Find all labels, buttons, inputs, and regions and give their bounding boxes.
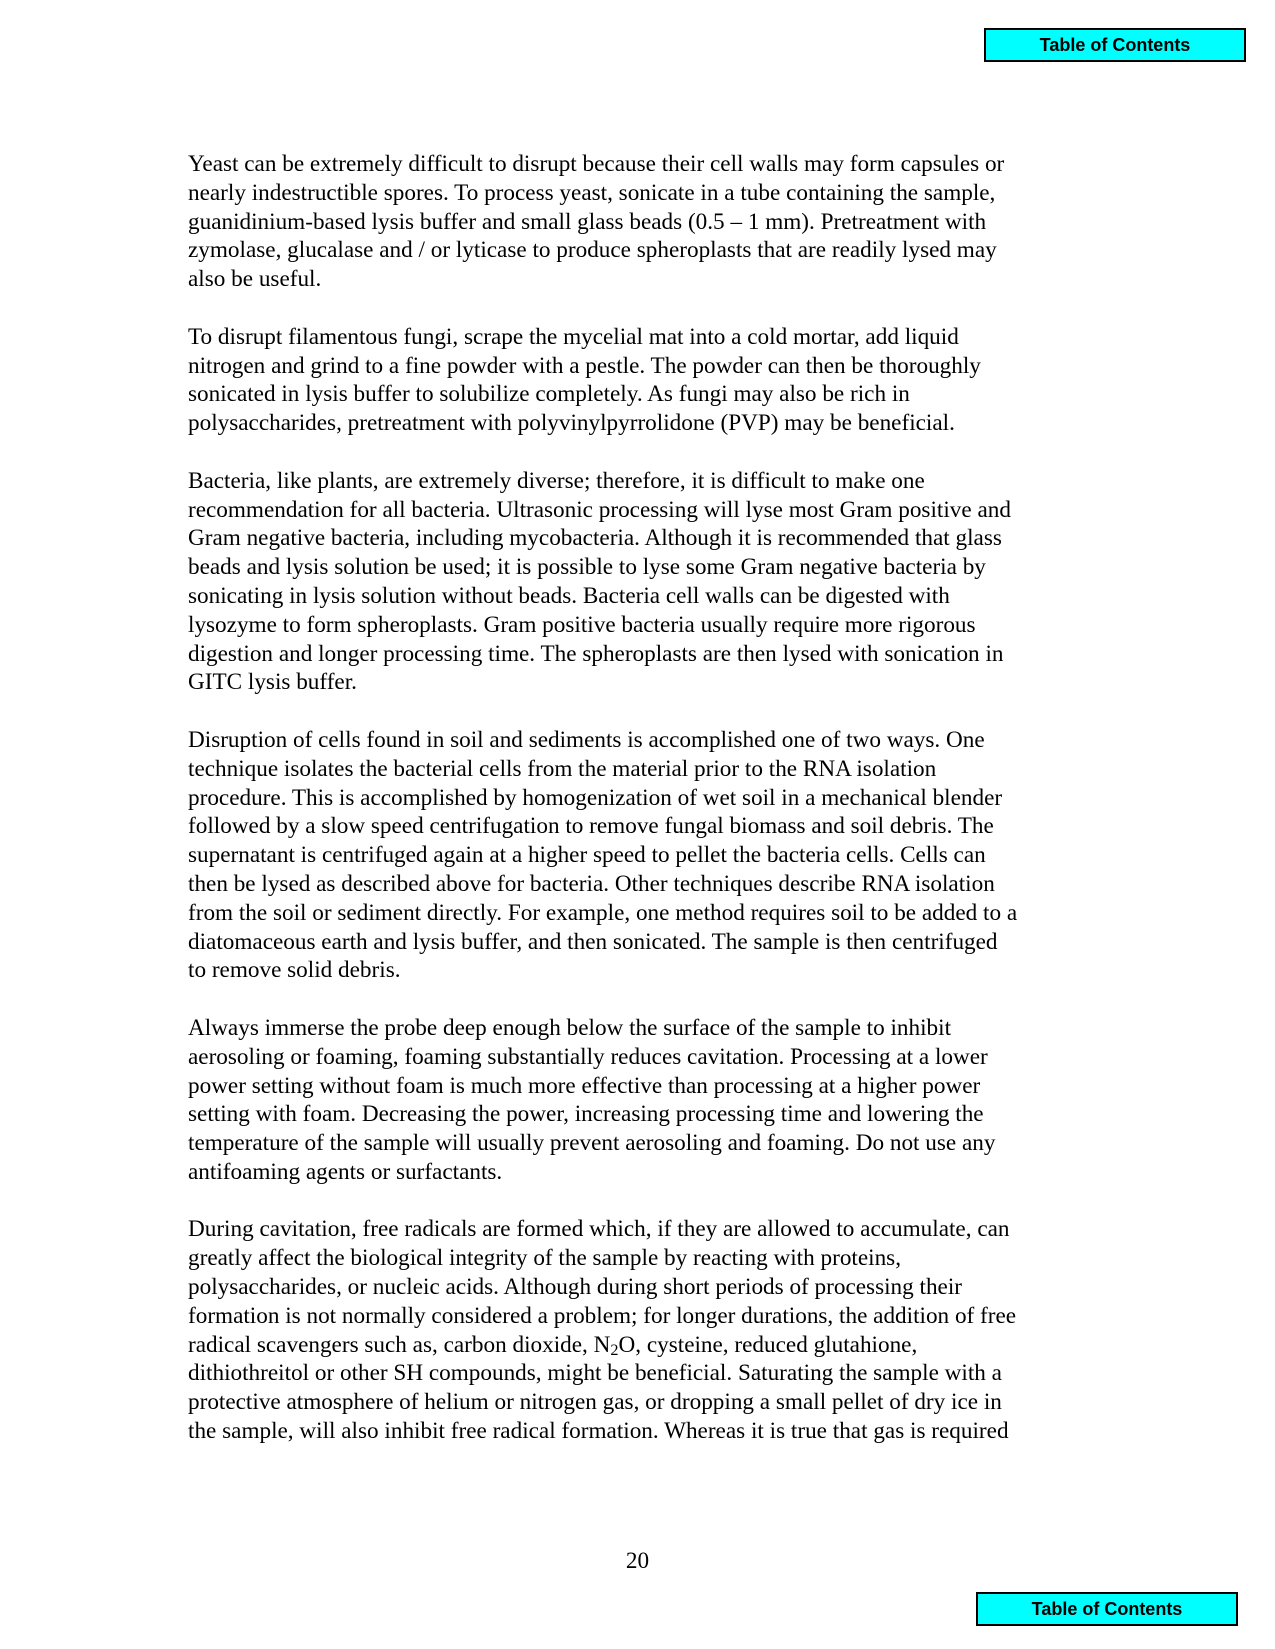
paragraph-foaming: Always immerse the probe deep enough below the surface of the sample to inhibit aerosoling or foaming, foaming substantially reduces cavitation. Processing at a lower power setting without foam is much more effective than processing at a higher power setting with foam. Decreasing the power, increasing processing time and lowering the temperature of the sample will usually prevent aerosoling and foaming. Do not use any antifoaming agents or surfactants. <box>188 1014 996 1185</box>
document-body <box>188 150 1088 1475</box>
paragraph-fungi: To disrupt filamentous fungi, scrape the mycelial mat into a cold mortar, add liquid nitrogen and grind to a fine powder with a pestle. The powder can then be thoroughly sonicated in lysis buffer to solubilize completely. As fungi may also be rich in polysaccharides, pretreatment with polyvinylpyrrolidone (PVP) may be beneficial. <box>188 323 981 437</box>
paragraph-free-radicals <box>188 1215 1088 1445</box>
table-of-contents-button-bottom[interactable]: Table of Contents <box>976 1592 1238 1626</box>
free-radicals-text-end: O, cysteine, reduced glutahione, dithiothreitol or other SH compounds, might be beneficial. Saturating the sample with a protective atmosphere of helium or nitrogen gas, or dropping a small pellet of dry ice in the sample, will also inhibit free radical formation. Whereas it is true that gas is required <box>188 1331 1009 1445</box>
paragraph-soil: Disruption of cells found in soil and sediments is accomplished one of two ways. One technique isolates the bacterial cells from the material prior to the RNA isolation procedure. This is accomplished by homogenization of wet soil in a mechanical blender followed by a slow speed centrifugation to remove fungal biomass and soil debris. The supernatant is centrifuged again at a higher speed to pellet the bacteria cells. Cells can then be lysed as described above for bacteria. Other techniques describe RNA isolation from the soil or sediment directly. For example, one method requires soil to be added to a diatomaceous earth and lysis buffer, and then sonicated. The sample is then centrifuged to remove solid debris. <box>188 726 1018 984</box>
paragraph-bacteria: Bacteria, like plants, are extremely diverse; therefore, it is difficult to make one recommendation for all bacteria. Ultrasonic processing will lyse most Gram positive and Gram negative bacteria, including mycobacteria. Although it is recommended that glass beads and lysis solution be used; it is possible to lyse some Gram negative bacteria by sonicating in lysis solution without beads. Bacteria cell walls can be digested with lysozyme to form spheroplasts. Gram positive bacteria usually require more rigorous digestion and longer processing time. The spheroplasts are then lysed with sonication in GITC lysis buffer. <box>188 467 1011 696</box>
table-of-contents-button-top[interactable]: Table of Contents <box>984 28 1246 62</box>
page-number: 20 <box>625 1548 650 1574</box>
subscript-2: 2 <box>610 1340 619 1359</box>
free-radicals-text-start: During cavitation, free radicals are formed which, if they are allowed to accumulate, can greatly affect the biological integrity of the sample by reacting with proteins, polysaccharides, or nucleic acids. Although during short periods of processing their formation is not normally considered a problem; for longer durations, the addition of free radical scavengers such as, carbon dioxide, N <box>188 1216 1017 1358</box>
paragraph-yeast: Yeast can be extremely difficult to disrupt because their cell walls may form capsules or nearly indestructible spores. To process yeast, sonicate in a tube containing the sample, guanidinium-based lysis buffer and small glass beads (0.5 – 1 mm). Pretreatment with zymolase, glucalase and / or lyticase to produce spheroplasts that are readily lysed may also be useful. <box>188 151 1005 293</box>
